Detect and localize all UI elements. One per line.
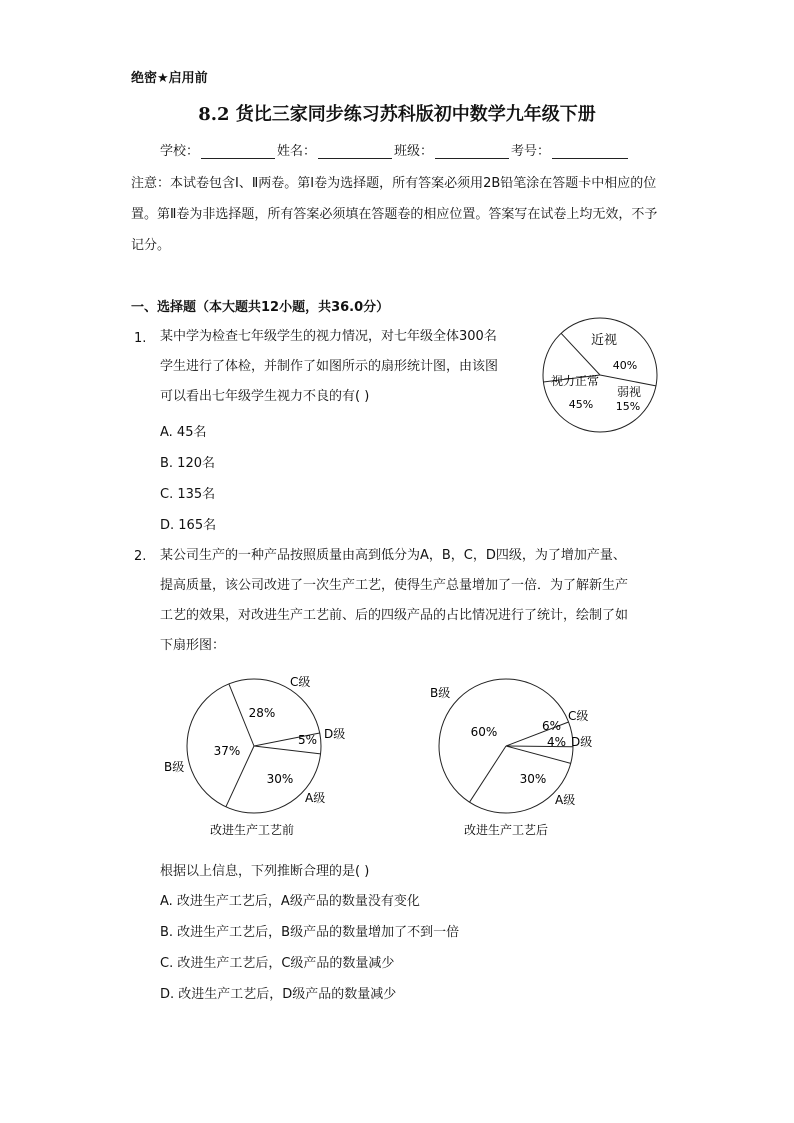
name-blank[interactable] <box>318 144 392 159</box>
after-caption: 改进生产工艺后 <box>463 823 549 837</box>
after-value-d: 4% <box>547 735 567 749</box>
section-heading: 一、选择题（本大题共12小题，共36.0分） <box>131 300 390 315</box>
q2-line: 工艺的效果，对改进生产工艺前、后的四级产品的占比情况进行了统计，绘制了如 <box>160 608 629 623</box>
q2-option-b[interactable]: B. 改进生产工艺后，B级产品的数量增加了不到一倍 <box>160 925 460 940</box>
class-label: 班级： <box>394 144 434 159</box>
pie-value-normal: 45% <box>568 398 594 411</box>
after-label-b: B级 <box>430 686 451 700</box>
after-value-a: 30% <box>519 772 547 786</box>
after-value-c: 6% <box>542 719 562 733</box>
q1-option-a[interactable]: A. 45名 <box>160 425 207 440</box>
q2-line: 提高质量，该公司改进了一次生产工艺，使得生产总量增加了一倍．为了解新生产 <box>160 578 629 593</box>
pie-label-myopia: 近视 <box>590 333 618 348</box>
before-label-c: C级 <box>290 675 311 689</box>
after-value-b: 60% <box>470 725 498 739</box>
pie-value-amblyopia: 15% <box>615 400 641 413</box>
before-value-c: 28% <box>248 706 276 720</box>
q2-line: 某公司生产的一种产品按照质量由高到低分为A，B，C，D四级，为了增加产量、 <box>160 548 626 563</box>
pie-label-normal: 视力正常 <box>550 374 600 388</box>
vision-pie-chart <box>538 316 664 436</box>
q2-line: 下扇形图： <box>160 638 226 653</box>
before-value-b: 37% <box>213 744 241 758</box>
after-label-a: A级 <box>555 793 576 807</box>
q2-option-d[interactable]: D. 改进生产工艺后，D级产品的数量减少 <box>160 987 397 1002</box>
class-blank[interactable] <box>435 144 509 159</box>
pie-after-chart <box>400 670 620 840</box>
before-value-d: 5% <box>298 733 318 747</box>
number-blank[interactable] <box>552 144 628 159</box>
q1-option-b[interactable]: B. 120名 <box>160 456 215 471</box>
student-info-line <box>160 140 630 159</box>
exam-notice: 注意：本试卷包含Ⅰ、Ⅱ两卷。第Ⅰ卷为选择题，所有答案必须用2B铅笔涂在答题卡中相应的位置。第Ⅱ卷为非选择题，所有答案必须填在答题卷的相应位置。答案写在试卷上均无效，不予记分。 <box>131 176 658 253</box>
q1-number: 1. <box>134 331 147 346</box>
before-label-a: A级 <box>305 791 326 805</box>
school-blank[interactable] <box>201 144 275 159</box>
pie-label-amblyopia: 弱视 <box>616 385 642 399</box>
after-label-c: C级 <box>568 709 589 723</box>
name-label: 姓名： <box>277 144 317 159</box>
q1-option-c[interactable]: C. 135名 <box>160 487 216 502</box>
q1-stem <box>160 322 540 412</box>
q2-number: 2. <box>134 549 147 564</box>
after-label-d: D级 <box>571 735 593 749</box>
q2-option-a[interactable]: A. 改进生产工艺后，A级产品的数量没有变化 <box>160 894 420 909</box>
number-label: 考号： <box>511 144 551 159</box>
after-pie-slice-3 <box>470 746 506 802</box>
before-value-a: 30% <box>266 772 294 786</box>
pie-value-myopia: 40% <box>612 359 638 372</box>
q1-option-d[interactable]: D. 165名 <box>160 518 217 533</box>
q2-stem <box>160 541 680 661</box>
secret-label: 绝密★启用前 <box>131 71 208 86</box>
school-label: 学校： <box>160 144 200 159</box>
q1-line: 可以看出七年级学生视力不良的有( ) <box>160 389 370 404</box>
q1-line: 某中学为检查七年级学生的视力情况，对七年级全体300名 <box>160 329 497 344</box>
before-label-d: D级 <box>324 727 346 741</box>
q2-option-c[interactable]: C. 改进生产工艺后，C级产品的数量减少 <box>160 956 395 971</box>
before-pie-slice-2 <box>254 746 321 754</box>
before-label-b: B级 <box>164 760 185 774</box>
q2-prompt: 根据以上信息，下列推断合理的是( ) <box>160 864 370 879</box>
pie-before-chart <box>150 670 370 840</box>
page-title: 8.2 货比三家同步练习苏科版初中数学九年级下册 <box>198 104 596 125</box>
before-caption: 改进生产工艺前 <box>209 823 295 837</box>
q1-line: 学生进行了体检，并制作了如图所示的扇形统计图，由该图 <box>160 359 499 374</box>
